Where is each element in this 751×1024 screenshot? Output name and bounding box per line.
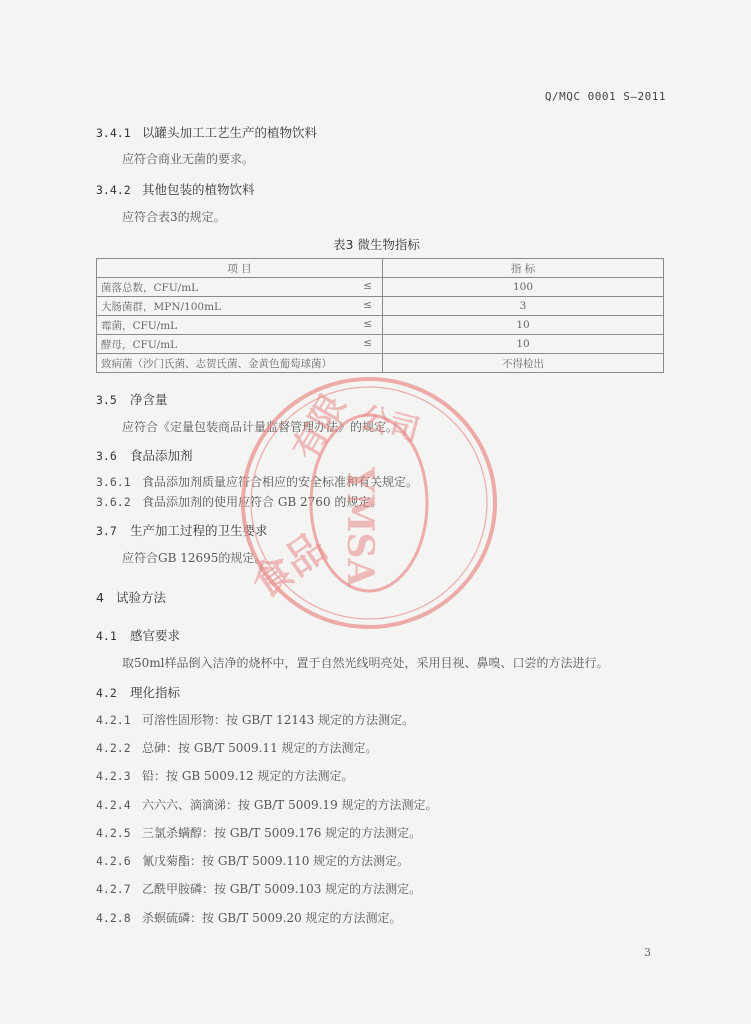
table-cell-item — [97, 335, 383, 354]
section-title: 试验方法 — [116, 590, 167, 605]
section-title: 以罐头加工工艺生产的植物饮料 — [142, 125, 318, 140]
section-title: 食品添加剂 — [130, 448, 193, 463]
method-item — [96, 824, 421, 841]
section-number: 4.2.6 — [96, 854, 131, 868]
column-header-value: 指 标 — [383, 259, 664, 278]
document-code: Q/MQC 0001 S—2011 — [544, 90, 666, 103]
operator-symbol: ≤ — [363, 299, 372, 311]
section-number: 3.6 — [96, 449, 117, 463]
section-text: 食品添加剂质量应符合相应的安全标准和有关规定。 — [142, 475, 419, 489]
method-item — [96, 711, 414, 728]
table-cell-item — [97, 297, 383, 316]
operator-symbol: ≤ — [363, 337, 372, 349]
item-text: 霉菌，CFU/mL — [101, 319, 178, 332]
method-item — [96, 767, 353, 784]
section-number: 4.2.4 — [96, 798, 131, 812]
section-number: 3.7 — [96, 524, 117, 538]
operator-symbol: ≤ — [363, 318, 372, 330]
table-cell-value: 10 — [383, 335, 664, 354]
section-3-7-heading — [96, 521, 268, 539]
section-text: 食品添加剂的使用应符合 GB 2760 的规定。 — [142, 495, 383, 509]
section-number: 4.1 — [96, 629, 117, 643]
section-number: 4.2.7 — [96, 882, 131, 896]
section-number: 3.5 — [96, 393, 117, 407]
section-number: 4.2.1 — [96, 713, 131, 727]
method-text: 铅：按 GB 5009.12 规定的方法测定。 — [142, 769, 354, 783]
section-title: 生产加工过程的卫生要求 — [130, 523, 268, 538]
table-cell-item — [97, 278, 383, 297]
table-cell-value: 10 — [383, 316, 664, 335]
section-3-6-heading — [96, 446, 193, 464]
section-3-5-heading — [96, 390, 168, 408]
table-row — [97, 354, 664, 373]
section-number: 4.2 — [96, 686, 117, 700]
item-text: 大肠菌群，MPN/100mL — [101, 300, 222, 313]
item-text: 菌落总数，CFU/mL — [101, 281, 199, 294]
table-row — [97, 278, 664, 297]
section-title: 感官要求 — [130, 628, 181, 643]
table-cell-value: 不得检出 — [383, 354, 664, 373]
page-number: 3 — [644, 946, 651, 959]
section-number: 4.2.5 — [96, 826, 131, 840]
section-number: 3.6.2 — [96, 495, 131, 509]
svg-text:公司: 公司 — [355, 399, 423, 450]
section-3-4-1-heading — [96, 123, 317, 141]
section-4-1-heading — [96, 626, 180, 644]
section-number: 4.2.3 — [96, 769, 131, 783]
method-text: 总砷：按 GB/T 5009.11 规定的方法测定。 — [142, 741, 378, 755]
section-3-6-2 — [96, 493, 382, 510]
section-number: 3.4.1 — [96, 126, 131, 140]
section-4-2-heading — [96, 683, 180, 701]
section-3-6-1 — [96, 473, 418, 490]
method-item — [96, 909, 402, 926]
item-text: 致病菌（沙门氏菌、志贺氏菌、金黄色葡萄球菌） — [101, 357, 332, 370]
section-4-heading — [96, 588, 166, 606]
table-cell-value: 100 — [383, 278, 664, 297]
section-title: 理化指标 — [130, 685, 181, 700]
table-caption: 表3 微生物指标 — [333, 237, 420, 252]
method-text: 氰戊菊酯：按 GB/T 5009.110 规定的方法测定。 — [142, 854, 410, 868]
section-3-5-body: 应符合《定量包装商品计量监督管理办法》的规定。 — [122, 420, 399, 434]
section-title: 其他包装的植物饮料 — [142, 182, 255, 197]
table-cell-value: 3 — [383, 297, 664, 316]
section-number: 4 — [96, 590, 104, 605]
section-title: 净含量 — [130, 392, 168, 407]
method-text: 三氯杀螨醇：按 GB/T 5009.176 规定的方法测定。 — [142, 826, 422, 840]
table-header-row — [97, 259, 664, 278]
section-3-4-2-body: 应符合表3的规定。 — [122, 210, 226, 224]
section-number: 3.4.2 — [96, 183, 131, 197]
section-3-4-1-body: 应符合商业无菌的要求。 — [122, 152, 255, 166]
method-text: 六六六、滴滴涕：按 GB/T 5009.19 规定的方法测定。 — [142, 798, 438, 812]
section-number: 4.2.2 — [96, 741, 131, 755]
method-item — [96, 852, 409, 869]
section-number: 3.6.1 — [96, 475, 131, 489]
method-text: 杀螟硫磷：按 GB/T 5009.20 规定的方法测定。 — [142, 911, 402, 925]
section-3-7-body: 应符合GB 12695的规定。 — [122, 551, 267, 565]
svg-text:有限: 有限 — [285, 387, 354, 467]
section-3-4-2-heading — [96, 180, 255, 198]
section-4-1-body: 取50ml样品倒入洁净的烧杯中，置于自然光线明亮处，采用目视、鼻嗅、口尝的方法进行。 — [122, 656, 609, 670]
table-row — [97, 335, 664, 354]
method-item — [96, 739, 378, 756]
table-cell-item — [97, 354, 383, 373]
method-text: 可溶性固形物：按 GB/T 12143 规定的方法测定。 — [142, 713, 415, 727]
microbiological-indicators-table — [96, 258, 664, 373]
svg-text:食品: 食品 — [242, 523, 336, 609]
method-item — [96, 796, 438, 813]
method-item — [96, 880, 421, 897]
item-text: 酵母，CFU/mL — [101, 338, 178, 351]
column-header-item: 项 目 — [97, 259, 383, 278]
method-text: 乙酰甲胺磷：按 GB/T 5009.103 规定的方法测定。 — [142, 882, 422, 896]
table-cell-item — [97, 316, 383, 335]
table-row — [97, 316, 664, 335]
svg-text:YMSA: YMSA — [339, 467, 381, 587]
operator-symbol: ≤ — [363, 280, 372, 292]
table-row — [97, 297, 664, 316]
section-number: 4.2.8 — [96, 911, 131, 925]
